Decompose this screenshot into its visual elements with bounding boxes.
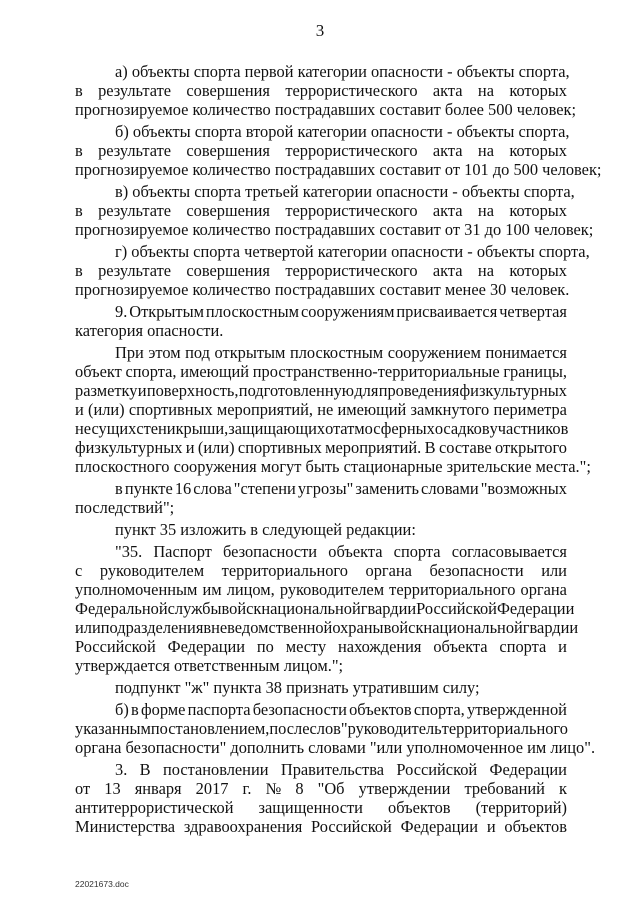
text-line: прогнозируемое количество пострадавших составит более 500 человек; [75,100,577,119]
text-line: в пункте 16 слова "степени угрозы" заменить словами "возможных [115,479,567,498]
text-line: и (или) спортивных мероприятий, не имеющий замкнутого периметра [75,400,567,419]
text-line: объект спорта, имеющий пространственно-территориальные границы, [75,362,567,381]
footer-filename: 22021673.doc [75,879,129,889]
text-line: в результате совершения террористического акта на которых [75,261,567,280]
text-line: в результате совершения террористического акта на которых [75,141,567,160]
text-line: последствий"; [75,498,175,517]
text-line: в результате совершения террористического акта на которых [75,201,567,220]
text-line: пункт 35 изложить в следующей редакции: [115,520,416,539]
text-line: или подразделения вневедомственной охраны войск национальной гвардии [75,618,579,637]
text-line: "35. Паспорт безопасности объекта спорта согласовывается [115,542,567,561]
text-line: а) объекты спорта первой категории опасности - объекты спорта, [115,62,570,81]
text-line: указанным постановлением, после слов "руководитель территориального [75,719,568,738]
text-line: от 13 января 2017 г. № 8 "Об утверждении требований к [75,779,567,798]
text-line: категория опасности. [75,321,224,340]
text-line: б) в форме паспорта безопасности объектов спорта, утвержденной [115,700,567,719]
text-line: утверждается ответственным лицом."; [75,656,344,675]
text-line: Федеральной службы войск национальной гвардии Российской Федерации [75,599,575,618]
text-line: подпункт "ж" пункта 38 признать утратившим силу; [115,678,480,697]
text-line: прогнозируемое количество пострадавших составит от 31 до 100 человек; [75,220,594,239]
text-line: 3. В постановлении Правительства Российской Федерации [115,760,567,779]
text-line: плоскостного сооружения могут быть стационарные зрительские места."; [75,457,591,476]
text-line: разметку и поверхность, подготовленную для проведения физкультурных [75,381,567,400]
page-number: 3 [315,21,325,40]
text-line: органа безопасности" дополнить словами "или уполномоченное им лицо". [75,738,596,757]
text-line: б) объекты спорта второй категории опасности - объекты спорта, [115,122,570,141]
text-line: с руководителем территориального органа безопасности или [75,561,567,580]
text-line: прогнозируемое количество пострадавших составит менее 30 человек. [75,280,570,299]
text-line: г) объекты спорта четвертой категории опасности - объекты спорта, [115,242,590,261]
text-line: антитеррористической защищенности объектов (территорий) [75,798,567,817]
text-line: При этом под открытым плоскостным сооружением понимается [115,343,567,362]
text-line: несущих стен и крыши, защищающих от атмосферных осадков участников [75,419,569,438]
text-line: в результате совершения террористического акта на которых [75,81,567,100]
document-body [75,62,602,836]
text-line: физкультурных и (или) спортивных мероприятий. В составе открытого [75,438,567,457]
text-line: 9. Открытым плоскостным сооружениям присваивается четвертая [115,302,567,321]
text-line: прогнозируемое количество пострадавших составит от 101 до 500 человек; [75,160,602,179]
text-line: Российской Федерации по месту нахождения объекта спорта и [75,637,567,656]
text-line: уполномоченным им лицом, руководителем территориального органа [75,580,567,599]
text-line: Министерства здравоохранения Российской Федерации и объектов [75,817,567,836]
text-line: в) объекты спорта третьей категории опасности - объекты спорта, [115,182,575,201]
